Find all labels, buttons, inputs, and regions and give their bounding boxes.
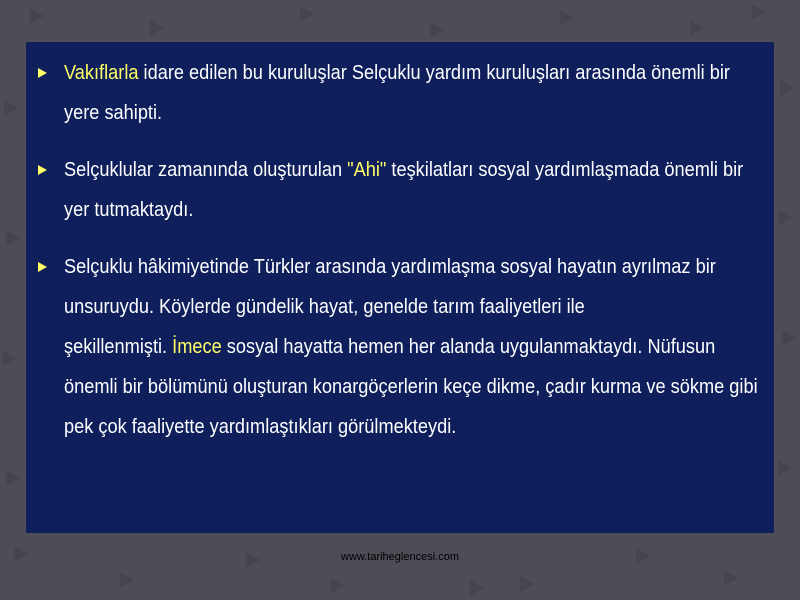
triangle-right-icon [38,262,47,272]
text-segment: Selçuklular zamanında oluşturulan [64,159,348,181]
text-segment: yer tutmaktaydı. [64,199,194,221]
bullet-line [64,53,730,93]
background-arrow-shape [778,210,792,226]
highlighted-term: "Ahi" [347,159,387,181]
background-arrow-shape [4,100,18,116]
text-segment: yere sahipti. [64,102,163,124]
bullet-item-1 [64,53,774,133]
footer-website: www.tariheglencesi.com [341,551,459,563]
bullet-line [64,247,716,287]
background-arrow-shape [150,20,164,36]
content-panel [26,42,774,533]
background-arrow-shape [690,20,704,36]
background-arrow-shape [780,80,794,96]
text-segment: sosyal hayatta hemen her alanda uygulanmaktaydı. Nüfusun [221,336,716,358]
bullet-line [64,150,743,190]
background-arrow-shape [2,350,16,366]
triangle-right-icon [38,165,47,175]
bullet-item-3 [64,247,774,447]
background-arrow-shape [560,10,574,26]
background-arrow-shape [300,6,314,22]
bullet-line [64,367,758,407]
background-arrow-shape [120,572,134,588]
background-arrow-shape [724,570,738,586]
background-arrow-shape [6,470,20,486]
text-segment: unsuruydu. Köylerde gündelik hayat, genelde tarım faaliyetleri ile [64,296,585,318]
background-arrow-shape [782,330,796,346]
text-segment: Selçuklu hâkimiyetinde Türkler arasında yardımlaşma sosyal hayatın ayrılmaz bir [64,256,716,278]
bullet-line [64,327,715,367]
text-segment: şekillenmişti. [64,336,173,358]
bullet-line [64,190,193,230]
background-arrow-shape [520,576,534,592]
highlighted-term: Vakıflarla [64,62,139,84]
background-arrow-shape [470,580,484,596]
text-segment: teşkilatları sosyal yardımlaşmada önemli bir [386,159,744,181]
text-segment: idare edilen bu kuruluşlar Selçuklu yardım kuruluşları arasında önemli bir [138,62,730,84]
triangle-right-icon [38,68,47,78]
text-segment: önemli bir bölümünü oluşturan konargöçerlerin keçe dikme, çadır kurma ve sökme gibi [64,376,758,398]
background-arrow-shape [330,578,344,594]
background-arrow-shape [6,230,20,246]
bullet-line [64,93,162,133]
text-segment: pek çok faaliyette yardımlaştıkları görülmekteydi. [64,416,457,438]
bullet-line [64,287,585,327]
background-arrow-shape [752,4,766,20]
background-arrow-shape [30,8,44,24]
bullet-item-2 [64,150,774,230]
bullet-line [64,407,456,447]
background-arrow-shape [430,22,444,38]
highlighted-term: İmece [172,336,222,358]
background-arrow-shape [778,460,792,476]
